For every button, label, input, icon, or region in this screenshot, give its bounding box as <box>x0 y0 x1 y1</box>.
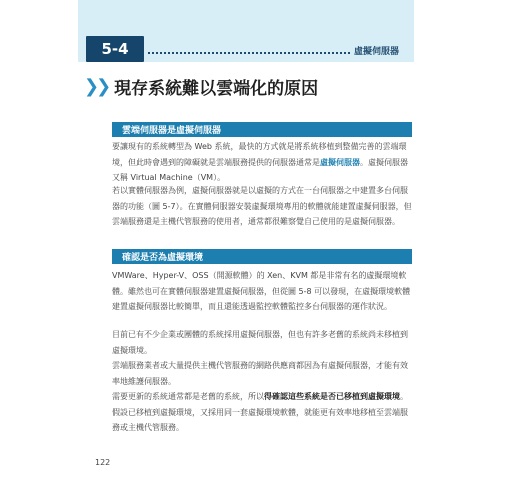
paragraph-3: VMWare、Hyper-V、OSS（開源軟體）的 Xen、KVM 都是非常有名的虛擬環境軟體。雖然也可在實體伺服器建置虛擬伺服器，但從圖 5-8 可以發現，在虛擬環境軟體建置虛擬伺服器比較簡單，而且還能透過監控軟體監控多台伺服器的運作狀況。 <box>112 271 411 311</box>
paragraph-4: 目前已有不少企業或團體的系統採用虛擬伺服器，但也有許多老舊的系統尚未移植到虛擬環境。 <box>112 330 408 355</box>
section-heading-2: 確認是否為虛擬環境 <box>112 249 412 264</box>
page-title <box>84 74 318 99</box>
paragraph-2: 若以實體伺服器為例，虛擬伺服器就是以虛擬的方式在一台伺服器之中建置多台伺服器的功能（圖 5-7）。在實體伺服器安裝虛擬環境專用的軟體就能建置虛擬伺服器，但雲端服務還是主機代管服務的使用者，通常都很難察覺自己使用的是虛擬伺服器。 <box>112 186 412 226</box>
running-title: 虛擬伺服器 <box>354 47 400 57</box>
page-number: 122 <box>95 458 111 467</box>
dotted-leader <box>148 52 350 54</box>
page-title-text: 現存系統難以雲端化的原因 <box>114 79 319 99</box>
highlight-virtual-server: 虛擬伺服器 <box>320 157 360 167</box>
paragraph-5: 雲端服務業者或大量提供主機代管服務的網路供應商都因為有虛擬伺服器，才能有效率地維護伺服器。 <box>112 361 408 386</box>
paragraph-6: 需要更新的系統通常都是老舊的系統，所以得確認這些系統是否已移植到虛擬環境。假設已移植到虛擬環境，又採用同一套虛擬環境軟體，就能更有效率地移植至雲端服務或主機代管服務。 <box>112 392 408 432</box>
chapter-tab: 5-4 <box>86 36 144 62</box>
section-heading-1: 雲端伺服器是虛擬伺服器 <box>112 122 412 137</box>
double-chevron-right-icon: ❯❯ <box>84 76 109 97</box>
paragraph-1: 要讓現有的系統轉型為 Web 系統，最快的方式就是將系統移植到整備完善的雲端環境，但此時會遇到的障礙就是雲端服務提供的伺服器通常是虛擬伺服器。虛擬伺服器又稱 Virtual Machine（VM）。 <box>112 142 408 182</box>
emphasis-check-migration: 得確認這些系統是否已移植到虛擬環境 <box>264 392 400 401</box>
